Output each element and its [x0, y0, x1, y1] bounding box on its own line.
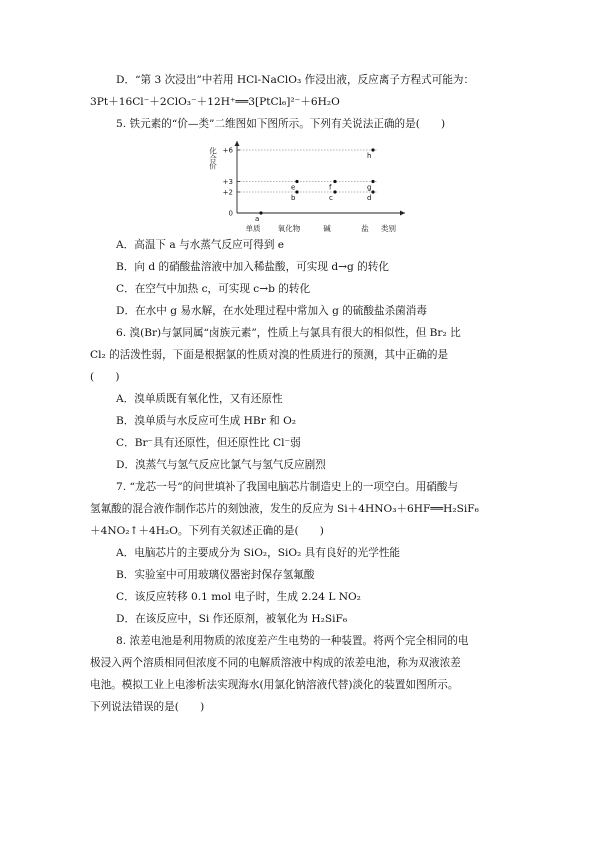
- x-tick-label: 盐: [361, 224, 369, 233]
- x-tick-label: 碱: [323, 224, 331, 233]
- q7-stem-line2: 氢氟酸的混合液作制作芯片的刻蚀液，发生的反应为 Si＋4HNO₃＋6HF══H₂SiF₆: [90, 503, 479, 515]
- q5-option-b: B．向 d 的硝酸盐溶液中加入稀盐酸，可实现 d→g 的转化: [116, 261, 389, 273]
- q7-option-a: A．电脑芯片的主要成分为 SiO₂，SiO₂ 具有良好的光学性能: [116, 547, 401, 559]
- diagram-points: [255, 148, 375, 223]
- q6-stem-line3: ( ): [90, 371, 120, 383]
- x-tick-label: 氧化物: [277, 224, 301, 233]
- y-tick-label: +3: [222, 178, 233, 186]
- y-axis-arrow: [235, 141, 240, 146]
- point-f: [333, 180, 336, 183]
- q6-option-b: B．溴单质与水反应可生成 HBr 和 O₂: [116, 415, 297, 427]
- point-label-e: e: [291, 183, 296, 192]
- point-g: [371, 180, 374, 183]
- q4-option-d: D．“第 3 次浸出”中若用 HCl-NaClO₃ 作浸出液，反应离子方程式可能为：: [116, 74, 475, 86]
- diagram-axes: [208, 141, 405, 233]
- q6-stem-line1: 6. 溴(Br)与氯同属“卤族元素”，性质上与氯具有很大的相似性，但 Br₂ 比: [116, 327, 461, 339]
- q4-option-d-equation: 3Pt＋16Cl⁻＋2ClO₃⁻＋12H⁺══3[PtCl₆]²⁻＋6H₂O: [90, 96, 340, 108]
- x-axis-arrow: [400, 211, 405, 216]
- y-tick-label: +2: [222, 188, 233, 197]
- q5-option-a: A．高温下 a 与水蒸气反应可得到 e: [116, 239, 285, 251]
- y-axis-label: 化合价: [208, 147, 218, 170]
- point-label-g: g: [367, 183, 372, 192]
- point-c: [333, 190, 336, 193]
- q6-option-a: A．溴单质既有氧化性，又有还原性: [116, 393, 283, 405]
- q7-stem-line3: ＋4NO₂↑＋4H₂O。下列有关叙述正确的是( ): [90, 525, 324, 537]
- point-e: [295, 180, 298, 183]
- y-tick-label: 0: [228, 209, 233, 218]
- point-label-h: h: [367, 152, 372, 160]
- x-axis-label: 类别: [381, 224, 396, 233]
- q6-option-c: C．Br⁻具有还原性，但还原性比 Cl⁻弱: [116, 437, 301, 449]
- iron-valence-class-diagram: [205, 135, 420, 235]
- q5-option-d: D．在水中 g 易水解，在水处理过程中常加入 g 的硫酸盐杀菌消毒: [116, 305, 427, 317]
- point-label-a: a: [255, 215, 260, 223]
- point-label-f: f: [329, 183, 332, 192]
- point-h: [371, 148, 374, 151]
- q8-stem-line3: 电池。模拟工业上电渗析法实现海水(用氯化钠溶液代替)淡化的装置如图所示。: [90, 679, 459, 691]
- point-b: [295, 190, 298, 193]
- q7-option-d: D．在该反应中，Si 作还原剂，被氧化为 H₂SiF₆: [116, 613, 348, 625]
- point-label-b: b: [291, 194, 296, 202]
- point-label-d: d: [367, 194, 372, 202]
- point-a: [259, 211, 262, 214]
- q7-option-c: C．该反应转移 0.1 mol 电子时，生成 2.24 L NO₂: [116, 591, 361, 603]
- point-label-c: c: [329, 194, 333, 202]
- q7-stem-line1: 7. “龙芯一号”的问世填补了我国电脑芯片制造史上的一项空白。用硝酸与: [116, 481, 459, 493]
- q6-option-d: D．溴蒸气与氢气反应比氯气与氢气反应剧烈: [116, 459, 326, 471]
- diagram-ticks: [223, 147, 377, 234]
- x-tick-label: 单质: [245, 224, 261, 233]
- y-tick-label: +6: [222, 146, 233, 155]
- q5-stem: 5. 铁元素的“价—类”二维图如下图所示。下列有关说法正确的是( ): [116, 118, 446, 130]
- q5-option-c: C．在空气中加热 c，可实现 c→b 的转化: [116, 283, 311, 295]
- q8-stem-line4: 下列说法错误的是( ): [90, 701, 205, 713]
- q8-stem-line1: 8. 浓差电池是利用物质的浓度差产生电势的一种装置。将两个完全相同的电: [116, 635, 469, 647]
- q8-stem-line2: 极浸入两个溶质相同但浓度不同的电解质溶液中构成的浓差电池，称为双液浓差: [90, 657, 461, 669]
- q7-option-b: B．实验室中可用玻璃仪器密封保存氢氟酸: [116, 569, 315, 581]
- q6-stem-line2: Cl₂ 的活泼性弱，下面是根据氯的性质对溴的性质进行的预测，其中正确的是: [90, 349, 449, 361]
- point-d: [371, 190, 374, 193]
